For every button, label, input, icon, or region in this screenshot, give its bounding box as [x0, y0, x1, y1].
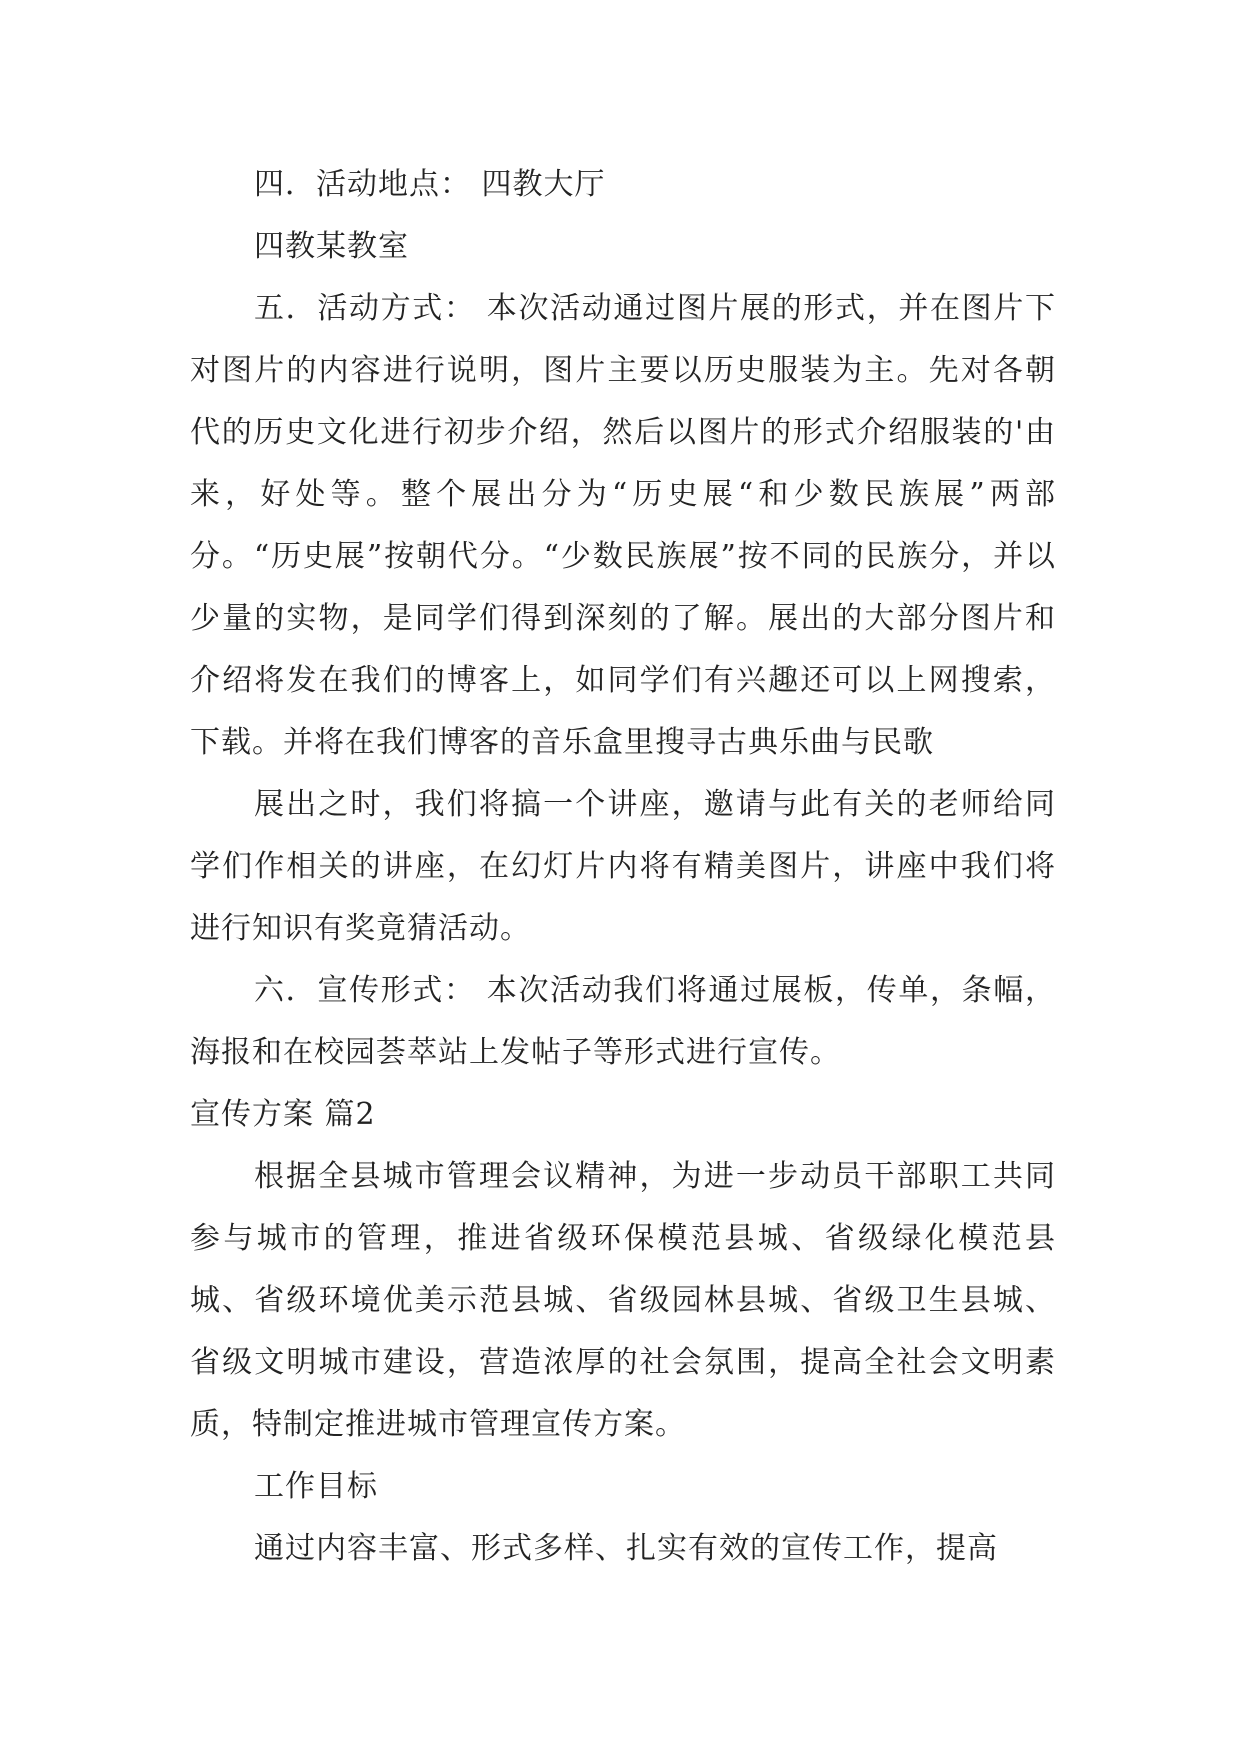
paragraph-city-management: 根据全县城市管理会议精神，为进一步动员干部职工共同参与城市的管理，推进省级环保模范县城、省级绿化模范县城、省级环境优美示范县城、省级园林县城、省级卫生县城、省级文明城市建设，营造浓厚的社会氛围，提高全社会文明素质，特制定推进城市管理宣传方案。: [190, 1159, 1056, 1442]
paragraph-activity-location: 四．活动地点： 四教大厅: [254, 167, 606, 202]
document-body: [190, 154, 1056, 1580]
paragraph-work-goal: 通过内容丰富、形式多样、扎实有效的宣传工作，提高: [254, 1531, 998, 1566]
paragraph-publicity-form: 六．宣传形式： 本次活动我们将通过展板，传单，条幅，海报和在校园荟萃站上发帖子等形式进行宣传。: [190, 973, 1056, 1070]
paragraph-lecture: 展出之时，我们将搞一个讲座，邀请与此有关的老师给同学们作相关的讲座，在幻灯片内将有精美图片，讲座中我们将进行知识有奖竟猜活动。: [190, 787, 1056, 946]
paragraph-classroom: 四教某教室: [254, 229, 409, 264]
paragraph-work-goal-heading: 工作目标: [254, 1469, 378, 1504]
paragraph-activity-method: 五．活动方式： 本次活动通过图片展的形式，并在图片下对图片的内容进行说明，图片主要以历史服装为主。先对各朝代的历史文化进行初步介绍，然后以图片的形式介绍服装的'由来，好处等。整个展出分为“历史展“和少数民族展”两部分。“历史展”按朝代分。“少数民族展”按不同的民族分，并以少量的实物，是同学们得到深刻的了解。展出的大部分图片和介绍将发在我们的博客上，如同学们有兴趣还可以上网搜索，下载。并将在我们博客的音乐盒里搜寻古典乐曲与民歌: [190, 291, 1056, 760]
section-heading: 宣传方案 篇2: [190, 1097, 376, 1132]
